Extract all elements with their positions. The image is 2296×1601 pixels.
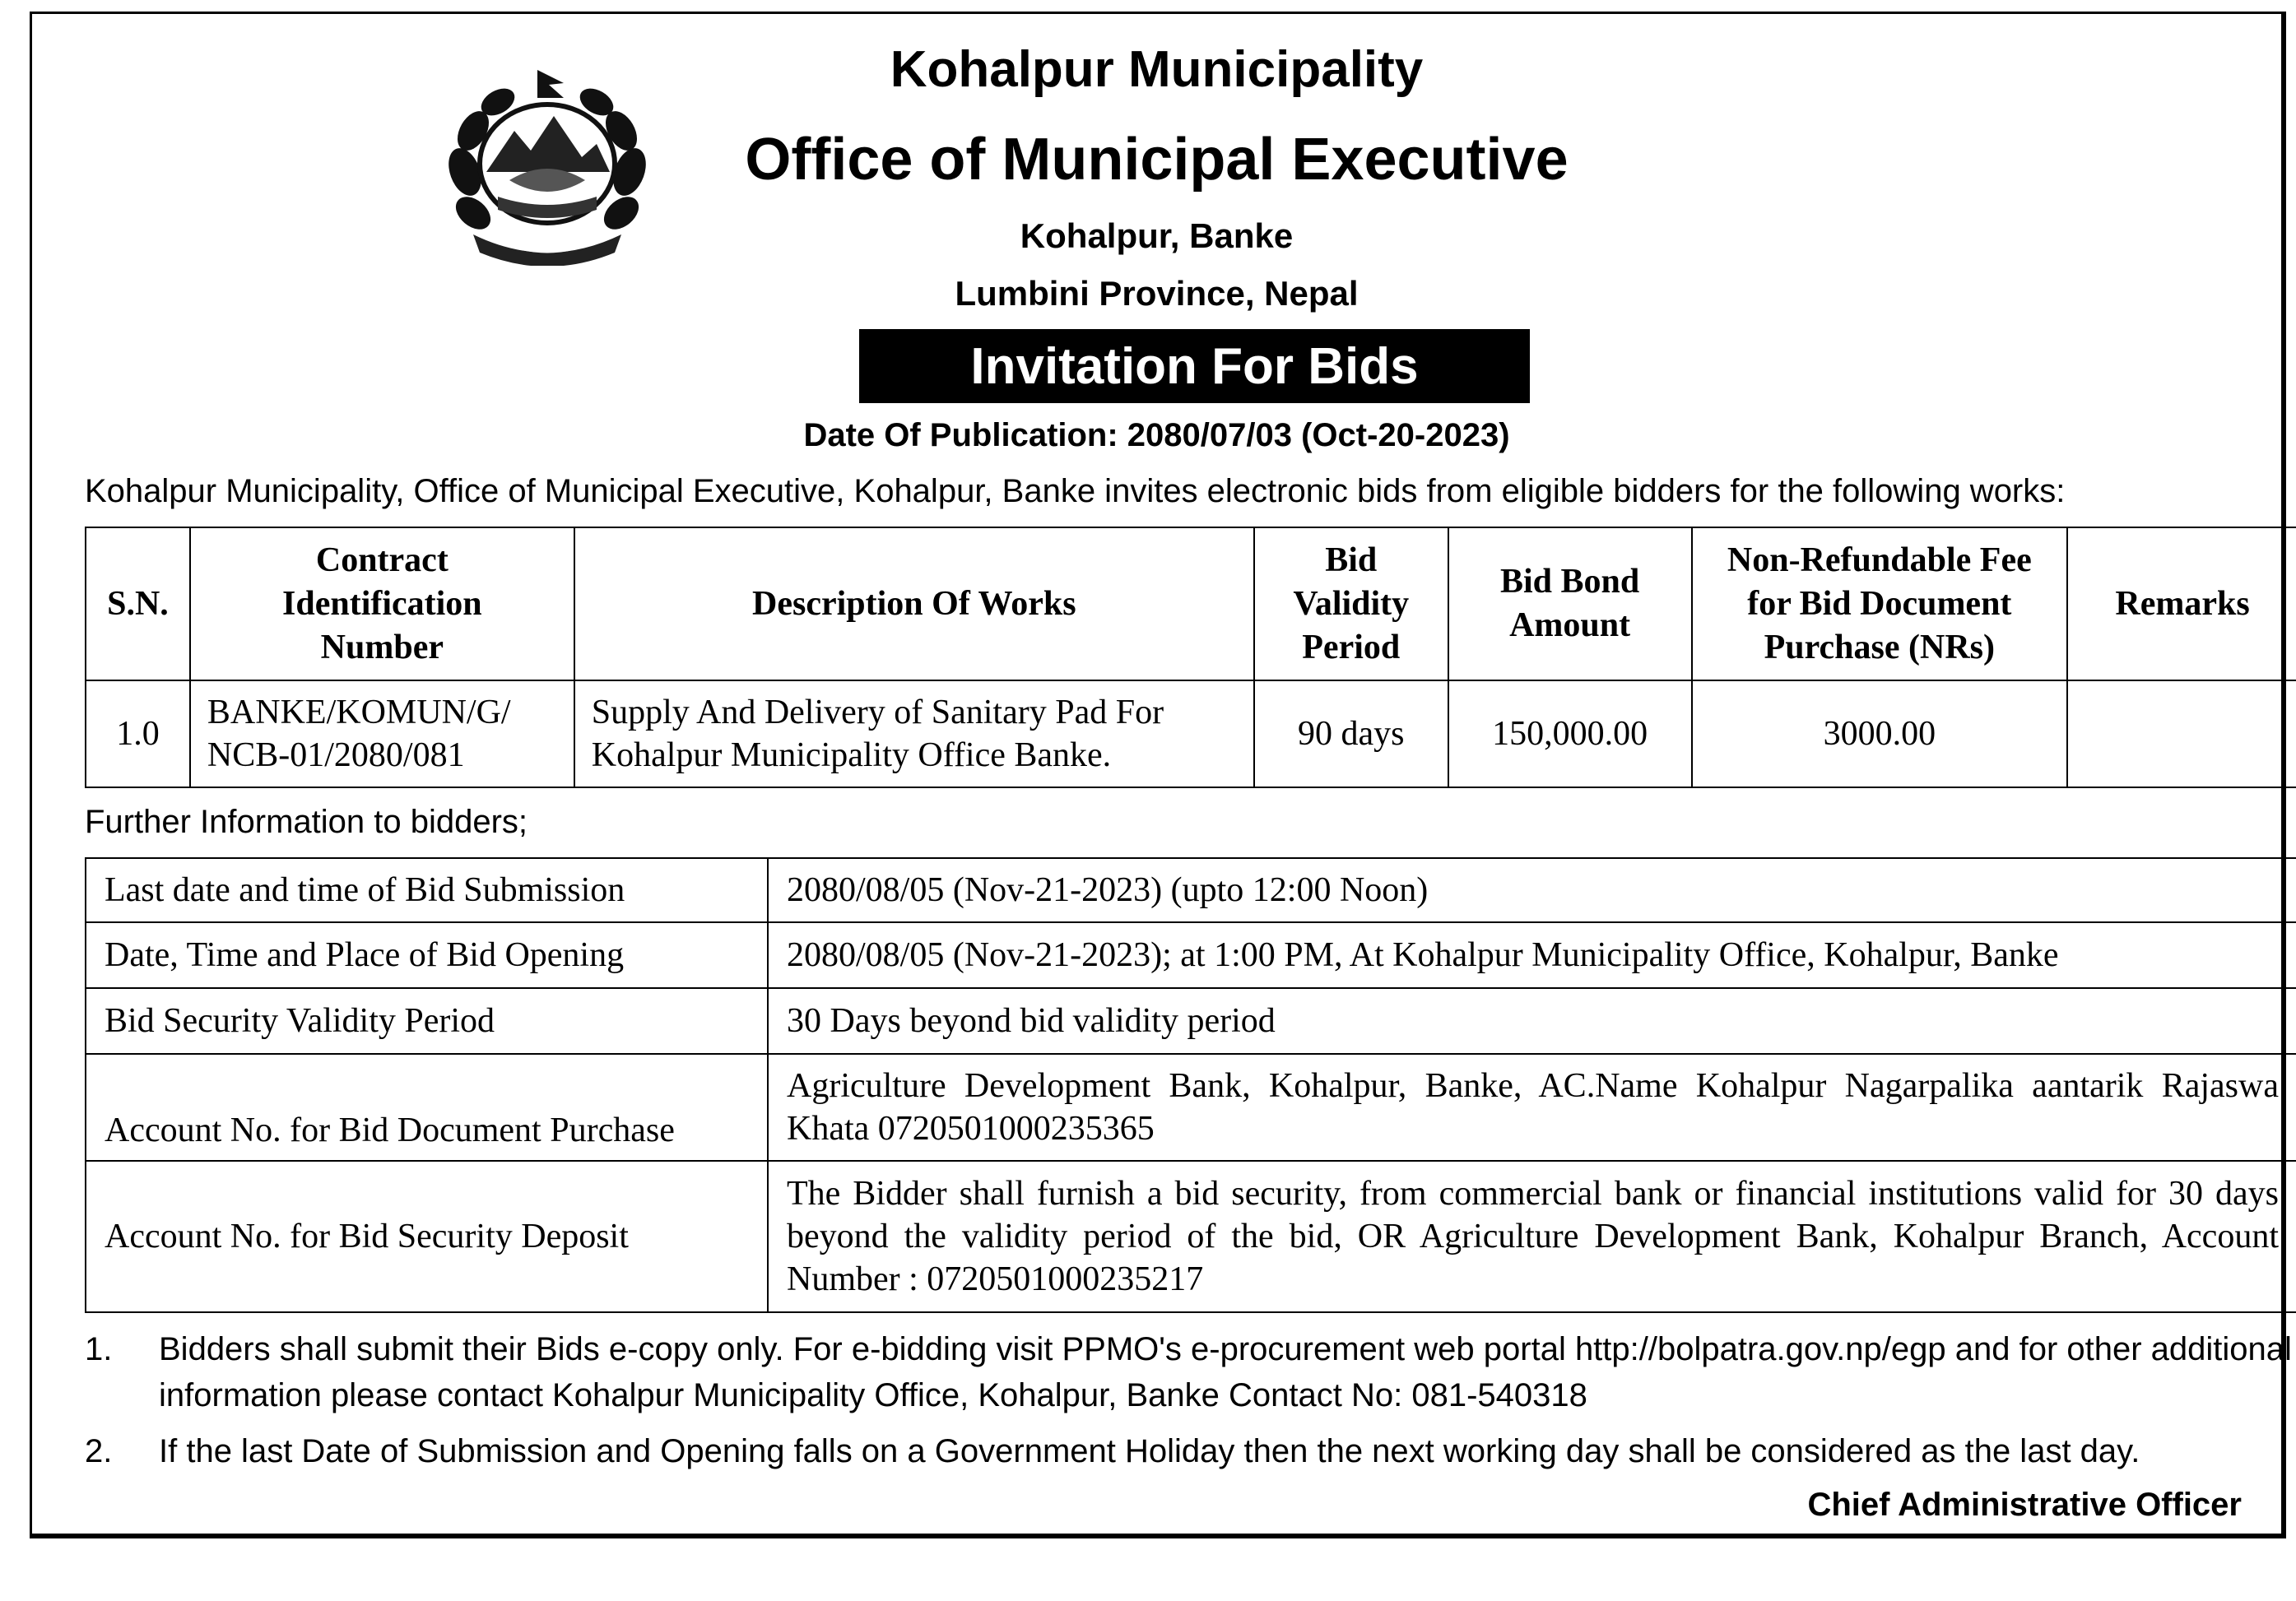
further-info-label: Further Information to bidders; (85, 804, 528, 840)
info-key: Bid Security Validity Period (86, 988, 768, 1054)
info-key: Last date and time of Bid Submission (86, 858, 768, 922)
info-key: Account No. for Bid Security Deposit (86, 1161, 768, 1312)
office-title: Office of Municipal Executive (745, 127, 1569, 193)
cell-validity: 90 days (1254, 680, 1448, 787)
address-line-2: Lumbini Province, Nepal (955, 274, 1359, 313)
info-row (86, 922, 2296, 988)
municipality-name: Kohalpur Municipality (890, 41, 1424, 98)
info-row (86, 1054, 2296, 1161)
header-description: Description Of Works (574, 527, 1254, 680)
bid-table (85, 527, 2296, 788)
info-key: Account No. for Bid Document Purchase (86, 1054, 768, 1161)
header-contract-id: Contract Identification Number (190, 527, 574, 680)
list-item (85, 1326, 2296, 1418)
cell-contract-id: BANKE/KOMUN/G/ NCB-01/2080/081 (190, 680, 574, 787)
header-sn: S.N. (86, 527, 190, 680)
info-value: Agriculture Development Bank, Kohalpur, Banke, AC.Name Kohalpur Nagarpalika aantarik Rajaswa Khata 0720501000235365 (768, 1054, 2296, 1161)
note-text: If the last Date of Submission and Opening falls on a Government Holiday then the next working day shall be considered as the last day. (159, 1433, 2140, 1469)
info-key: Date, Time and Place of Bid Opening (86, 922, 768, 988)
signatory-title: Chief Administrative Officer (1807, 1487, 2242, 1523)
cell-remarks (2067, 680, 2296, 787)
publication-date: Date Of Publication: 2080/07/03 (Oct-20-2023) (803, 417, 1510, 453)
notice-frame (30, 12, 2292, 1538)
intro-text: Kohalpur Municipality, Office of Municipal Executive, Kohalpur, Banke invites electronic bids from eligible bidders for the following works: (85, 473, 2066, 509)
cell-fee: 3000.00 (1692, 680, 2068, 787)
info-row (86, 858, 2296, 922)
cell-bond: 150,000.00 (1448, 680, 1692, 787)
cell-sn: 1.0 (86, 680, 190, 787)
cell-description: Supply And Delivery of Sanitary Pad For Kohalpur Municipality Office Banke. (574, 680, 1254, 787)
note-number: 1. (85, 1331, 113, 1367)
invitation-banner-text: Invitation For Bids (970, 337, 1419, 395)
info-value: The Bidder shall furnish a bid security, from commercial bank or financial institutions valid for 30 days beyond the validity period of the bid, OR Agriculture Development Bank, Kohalpur Branch, Account Number : 0720501000235217 (768, 1161, 2296, 1312)
bid-table-header-row (86, 527, 2296, 680)
info-value: 2080/08/05 (Nov-21-2023) (upto 12:00 Noon) (768, 858, 2296, 922)
list-item (85, 1428, 2296, 1474)
header-bond: Bid Bond Amount (1448, 527, 1692, 680)
note-number: 2. (85, 1433, 113, 1469)
invitation-banner (859, 329, 1530, 403)
header-remarks: Remarks (2067, 527, 2296, 680)
info-value: 2080/08/05 (Nov-21-2023); at 1:00 PM, At Kohalpur Municipality Office, Kohalpur, Banke (768, 922, 2296, 988)
info-row (86, 988, 2296, 1054)
info-value: 30 Days beyond bid validity period (768, 988, 2296, 1054)
notes-list (85, 1326, 2296, 1484)
address-line-1: Kohalpur, Banke (1020, 216, 1294, 255)
table-row (86, 680, 2296, 787)
header-fee: Non-Refundable Fee for Bid Document Purchase (NRs) (1692, 527, 2068, 680)
info-table (85, 857, 2296, 1313)
info-row (86, 1161, 2296, 1312)
note-text: Bidders shall submit their Bids e-copy only. For e-bidding visit PPMO's e-procurement web portal http://bolpatra.gov.np/egp and for other additional information please contact Kohalpur Municipality Office, Kohalpur, Banke Contact No: 081-540318 (159, 1331, 2292, 1413)
header-validity: Bid Validity Period (1254, 527, 1448, 680)
